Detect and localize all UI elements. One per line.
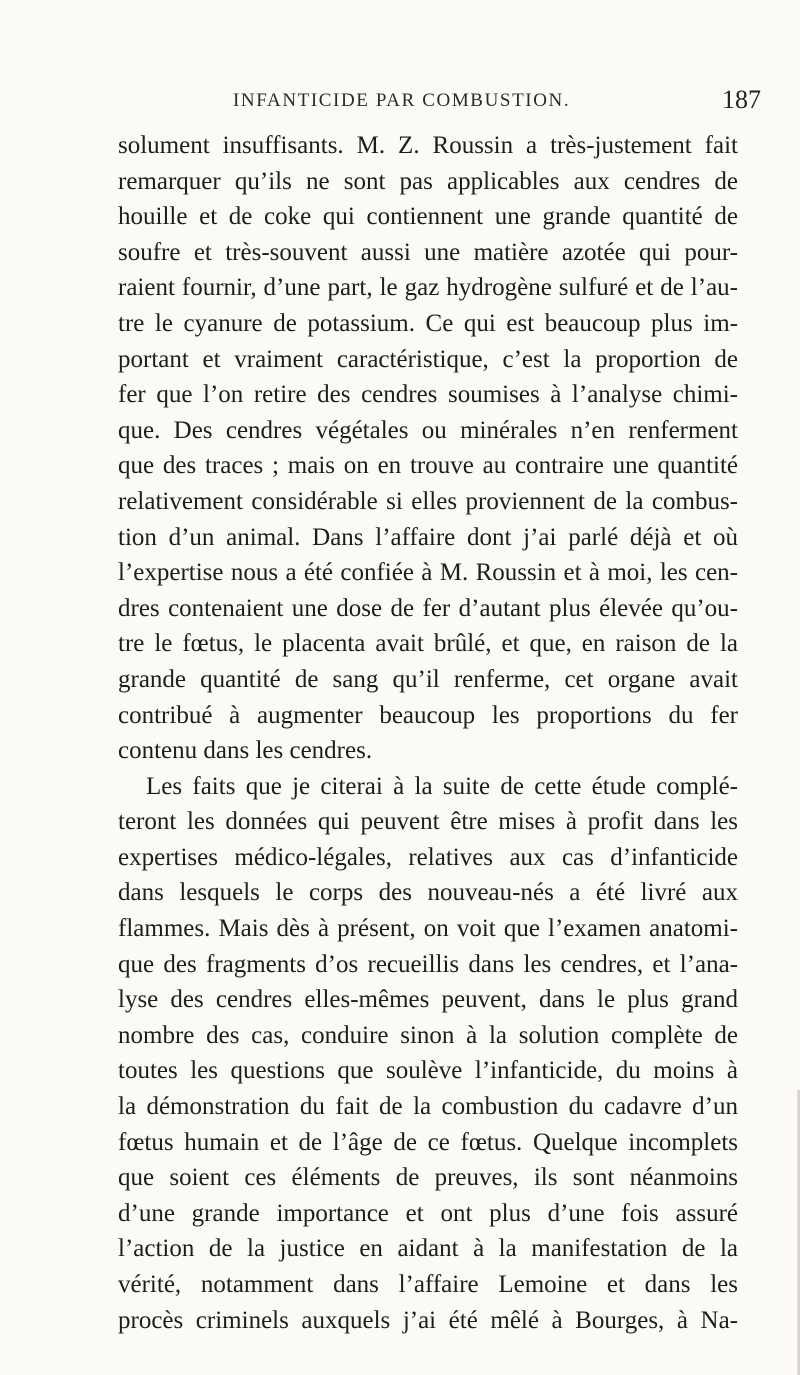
text-line: vérité, notamment dans l’affaire Lemoine et dans les: [118, 1271, 738, 1298]
text-line: la démonstration du fait de la combustion du cadavre d’un: [118, 1093, 738, 1121]
text-line: contribué à augmenter beaucoup les proportions du fer: [118, 701, 738, 729]
text-line: que. Des cendres végétales ou minérales n’en renferment: [118, 416, 738, 444]
text-line: raient fournir, d’une part, le gaz hydrogène sulfuré et de l’au-: [118, 274, 738, 302]
text-line: fer que l’on retire des cendres soumises à l’analyse chimi-: [118, 381, 738, 409]
running-title: INFANTICIDE PAR COMBUSTION.: [233, 90, 571, 111]
text-line: grande quantité de sang qu’il renferme, cet organe avait: [118, 665, 738, 693]
text-line: portant et vraiment caractéristique, c’est la proportion de: [118, 345, 738, 373]
text-line: contenu dans les cendres.: [118, 737, 373, 765]
text-line: fœtus humain et de l’âge de ce fœtus. Quelque incomplets: [118, 1128, 738, 1156]
text-line: relativement considérable si elles proviennent de la combus-: [118, 487, 738, 515]
text-line: remarquer qu’ils ne sont pas applicables aux cendres de: [118, 167, 738, 195]
text-line: expertises médico-légales, relatives aux cas d’infanticide: [118, 843, 738, 871]
text-line: procès criminels auxquels j’ai été mêlé à Bourges, à Na-: [118, 1306, 738, 1334]
body-text: [118, 128, 738, 1338]
text-line: lyse des cendres elles-mêmes peuvent, dans le plus grand: [118, 986, 738, 1014]
text-line: d’une grande importance et ont plus d’une fois assuré: [118, 1199, 738, 1227]
text-line: que soient ces éléments de preuves, ils sont néanmoins: [118, 1164, 738, 1192]
text-line: que des fragments d’os recueillis dans les cendres, et l’ana-: [118, 950, 738, 978]
text-line: l’action de la justice en aidant à la manifestation de la: [118, 1235, 738, 1263]
running-header: [0, 85, 800, 120]
text-line: dans lesquels le corps des nouveau-nés a été livré aux: [118, 879, 738, 907]
text-line: teront les données qui peuvent être mises à profit dans les: [118, 808, 738, 836]
text-line: tion d’un animal. Dans l’affaire dont j’ai parlé déjà et où: [118, 523, 738, 551]
text-line: solument insuffisants. M. Z. Roussin a très-justement fait: [118, 132, 738, 159]
text-line: l’expertise nous a été confiée à M. Roussin et à moi, les cen-: [118, 559, 738, 587]
text-line: tre le fœtus, le placenta avait brûlé, et que, en raison de la: [118, 630, 738, 658]
text-line: Les faits que je citerai à la suite de cette étude complé-: [146, 772, 738, 800]
text-line: nombre des cas, conduire sinon à la solution complète de: [118, 1021, 738, 1049]
text-line: houille et de coke qui contiennent une grande quantité de: [118, 203, 738, 231]
text-line: tre le cyanure de potassium. Ce qui est beaucoup plus im-: [118, 309, 738, 337]
text-line: que des traces ; mais on en trouve au contraire une quantité: [118, 452, 738, 480]
paragraph: [118, 769, 738, 1339]
paragraph: [118, 128, 738, 769]
page-number: 187: [722, 85, 761, 114]
text-line: dres contenaient une dose de fer d’autant plus élevée qu’ou-: [118, 594, 738, 622]
text-line: toutes les questions que soulève l’infanticide, du moins à: [118, 1057, 738, 1085]
text-line: flammes. Mais dès à présent, on voit que l’examen anatomi-: [118, 915, 738, 943]
text-line: soufre et très-souvent aussi une matière azotée qui pour-: [118, 238, 738, 266]
